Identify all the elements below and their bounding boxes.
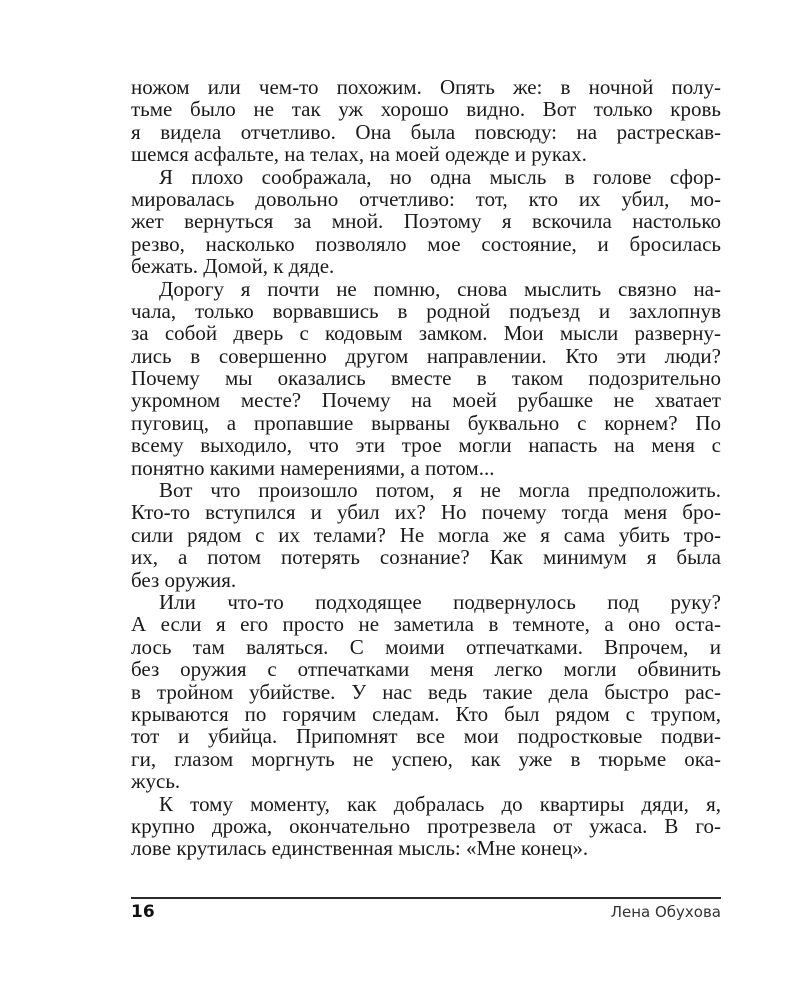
text-line: ножом или чем-то похожим. Опять же: в ночной полу-: [131, 75, 721, 99]
text-line: их, а потом потерять сознание? Как минимум я была: [131, 545, 721, 570]
paragraph: [131, 591, 721, 793]
text-line: Или что-то подходящее подвернулось под руку?: [159, 589, 721, 614]
text-line: А если я его просто не заметила в темноте, а оно оста-: [131, 612, 721, 637]
paragraph: [131, 278, 721, 480]
text-line: лись в совершенно другом направлении. Кто эти люди?: [131, 343, 721, 368]
text-line: ги, глазом моргнуть не успею, как уже в тюрьме ока-: [131, 746, 721, 771]
text-line: Я плохо соображала, но одна мысль в голове сфор-: [159, 164, 721, 189]
text-line: крываются по горячим следам. Кто был рядом с трупом,: [131, 701, 721, 726]
text-line: тот и убийца. Припомнят все мои подростковые подви-: [131, 724, 721, 749]
text-line: Почему мы оказались вместе в таком подозрительно: [131, 366, 721, 391]
running-footer-author: Лена Обухова: [610, 903, 721, 921]
paragraph: [131, 166, 721, 278]
text-line: резво, насколько позволяло мое состояние, и бросилась: [131, 231, 721, 256]
text-line: понятно какими намерениями, а потом...: [131, 455, 495, 480]
text-line: без оружия.: [131, 567, 237, 592]
text-line: крупно дрожа, окончательно протрезвела от ужаса. В го-: [131, 813, 721, 838]
text-line: лось там валяться. С моими отпечатками. Впрочем, и: [131, 634, 721, 659]
paragraph: [131, 76, 721, 166]
text-line: пуговиц, а пропавшие вырваны буквально с корнем? По: [131, 410, 721, 435]
text-line: шемся асфальте, на телах, на моей одежде и руках.: [131, 142, 587, 167]
footer-rule: [131, 897, 721, 899]
page-body: [131, 76, 721, 860]
text-line: К тому моменту, как добралась до квартиры дяди, я,: [159, 791, 721, 816]
text-line: Кто-то вступился и убил их? Но почему тогда меня бро-: [131, 500, 721, 525]
page-footer: [131, 902, 721, 928]
paragraph: [131, 479, 721, 591]
text-line: лове крутилась единственная мысль: «Мне конец».: [131, 836, 589, 861]
text-line: Дорогу я почти не помню, снова мыслить связно на-: [159, 276, 721, 301]
text-line: бежать. Домой, к дяде.: [131, 254, 335, 279]
text-line: жусь.: [131, 769, 181, 794]
text-line: сили рядом с их телами? Не могла же я сама убить тро-: [131, 522, 721, 547]
text-line: мировалась довольно отчетливо: тот, кто их убил, мо-: [131, 186, 721, 211]
text-line: я видела отчетливо. Она была повсюду: на растрескав-: [131, 119, 721, 144]
text-line: всему выходило, что эти трое могли напасть на меня с: [131, 433, 721, 458]
text-line: Вот что произошло потом, я не могла предположить.: [159, 478, 721, 503]
text-line: укромном месте? Почему на моей рубашке не хватает: [131, 388, 721, 413]
text-line: без оружия с отпечатками меня легко могли обвинить: [131, 657, 721, 682]
text-line: в тройном убийстве. У нас ведь такие дела быстро рас-: [131, 679, 721, 704]
body-text: [131, 76, 721, 860]
text-line: за собой дверь с кодовым замком. Мои мысли разверну-: [131, 321, 721, 346]
text-line: чала, только ворвавшись в родной подъезд и захлопнув: [131, 298, 721, 323]
text-line: тьме было не так уж хорошо видно. Вот только кровь: [131, 97, 721, 122]
page-number: 16: [131, 902, 155, 922]
text-line: жет вернуться за мной. Поэтому я вскочила настолько: [131, 209, 721, 234]
paragraph: [131, 793, 721, 860]
